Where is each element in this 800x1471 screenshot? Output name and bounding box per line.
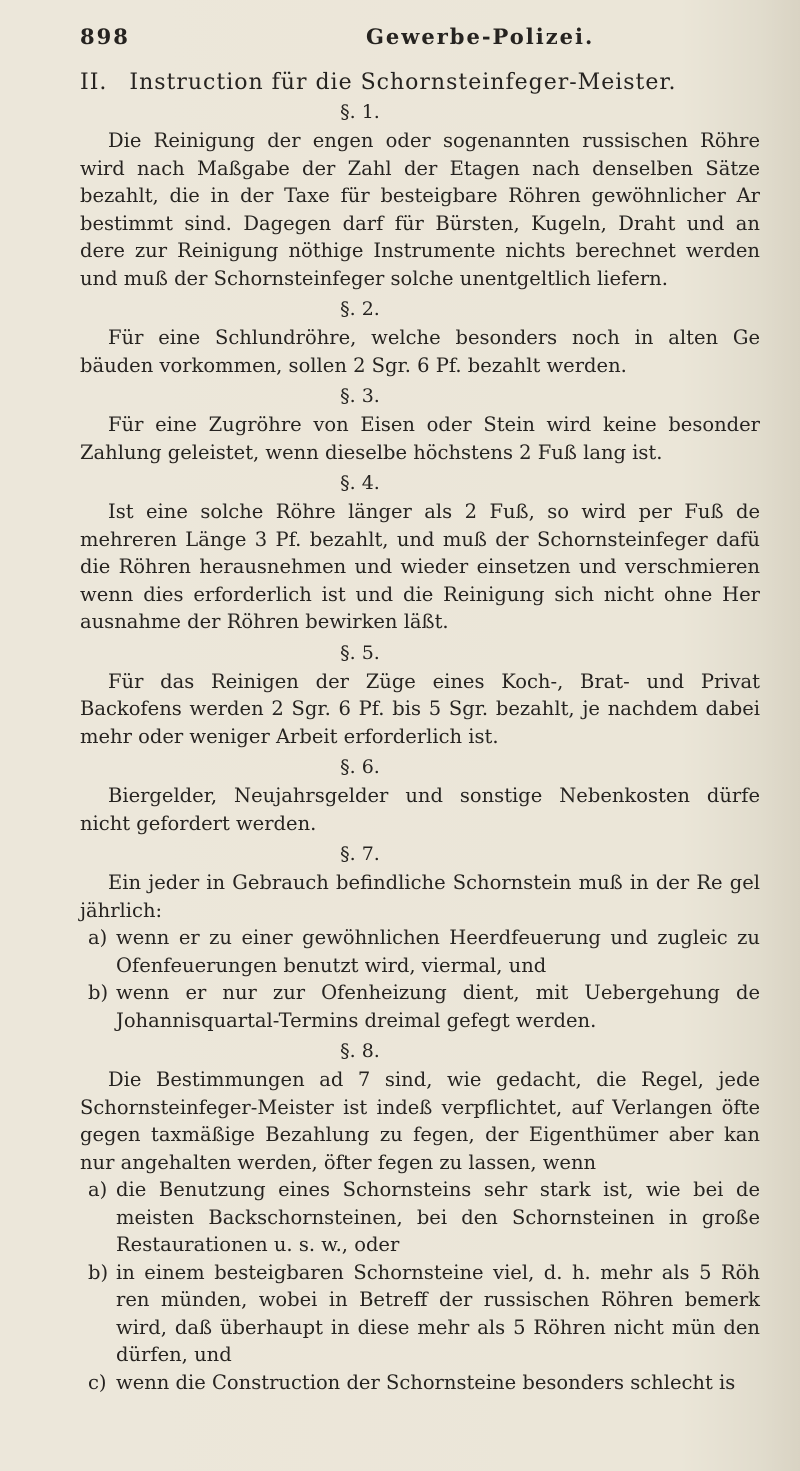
item-label: b) (88, 1260, 109, 1284)
item-text: wenn die Construction der Schornsteine besonders schlecht is (116, 1370, 736, 1394)
item-text: die Benutzung eines Schornsteins sehr stark ist, wie bei de meisten Backschornsteinen, bei den Schornsteinen in große Restaurationen u. s. w., oder (116, 1178, 760, 1256)
item-text: wenn er nur zur Ofenheizung dient, mit Uebergehung de Johannisquartal-Termins dreimal gefegt werden. (116, 981, 760, 1032)
section-text: Für eine Zugröhre von Eisen oder Stein wird keine besonder Zahlung geleistet, wenn dieselbe höchstens 2 Fuß lang ist. (80, 413, 760, 464)
section-text: Die Reinigung der engen oder sogenannten russischen Röhre wird nach Maßgabe der Zahl der Etagen nach denselben Sätze bezahlt, die in der Taxe für besteigbare Röhren gewöhnlicher Ar bestimmt sind. Dagegen darf für Bürsten, Kugeln, Draht und an dere zur Reinigung nöthige Instrumente nichts berechnet werden und muß der Schornsteinfeger solche unentgeltlich liefern. (80, 129, 760, 290)
item-label: a) (88, 1178, 108, 1201)
list-item (80, 979, 760, 1034)
instruction-title (80, 70, 760, 95)
instruction-number: II. (80, 70, 108, 95)
section-head: §. 5. (340, 641, 380, 664)
section-text: Biergelder, Neujahrsgelder und sonstige Nebenkosten dürfe nicht gefordert werden. (80, 784, 760, 835)
instruction-title-text: Instruction für die Schornsteinfeger-Meister. (129, 70, 677, 95)
section-text: Ist eine solche Röhre länger als 2 Fuß, so wird per Fuß de mehreren Länge 3 Pf. bezahlt, und muß der Schornsteinfeger dafü die Röhren herausnehmen und wieder einsetzen und verschmieren wenn dies erforderlich ist und die Reinigung sich nicht ohne Her ausnahme der Röhren bewirken läßt. (80, 500, 760, 633)
item-label: a) (88, 926, 108, 949)
item-text: wenn er zu einer gewöhnlichen Heerdfeuerung und zugleic zu Ofenfeuerungen benutzt wird, viermal, und (116, 926, 760, 977)
running-title: Gewerbe-Polizei. (366, 24, 595, 49)
item-label: b) (88, 981, 109, 1004)
list-item (80, 1369, 760, 1397)
section-text: Für eine Schlundröhre, welche besonders noch in alten Ge bäuden vorkommen, sollen 2 Sgr. 6 Pf. bezahlt werden. (80, 326, 760, 377)
section-head: §. 1. (340, 101, 380, 123)
item-list (80, 1176, 760, 1396)
section-head: §. 8. (340, 1040, 380, 1062)
section-text: Für das Reinigen der Züge eines Koch-, Brat- und Privat Backofens werden 2 Sgr. 6 Pf. bis 5 Sgr. bezahlt, je nachdem dabei mehr oder weniger Arbeit erforderlich ist. (80, 669, 760, 748)
item-text: in einem besteigbaren Schornsteine viel, d. h. mehr als 5 Röh ren münden, wobei in Betreff der russischen Röhren bemerk wird, daß überhaupt in diese mehr als 5 Röhren nicht mün den dürfen, und (116, 1260, 760, 1366)
item-list (80, 924, 760, 1034)
section-head: §. 4. (340, 472, 380, 494)
page-number: 898 (80, 24, 130, 49)
list-item (80, 1259, 760, 1369)
section-head: §. 6. (340, 756, 380, 778)
item-label: c) (88, 1370, 107, 1394)
list-item (80, 1176, 760, 1259)
running-head (80, 24, 760, 56)
section-head: §. 3. (340, 385, 380, 407)
section-text: Die Bestimmungen ad 7 sind, wie gedacht, die Regel, jede Schornsteinfeger-Meister ist indeß verpflichtet, auf Verlangen öfte gegen taxmäßige Bezahlung zu fegen, der Eigenthümer aber kan nur angehalten werden, öfter fegen zu lassen, wenn (80, 1068, 760, 1174)
section-text: Ein jeder in Gebrauch befindliche Schornstein muß in der Re gel jährlich: (80, 871, 760, 922)
section-head: §. 7. (340, 843, 380, 865)
list-item (80, 924, 760, 979)
section-head: §. 2. (340, 298, 380, 320)
